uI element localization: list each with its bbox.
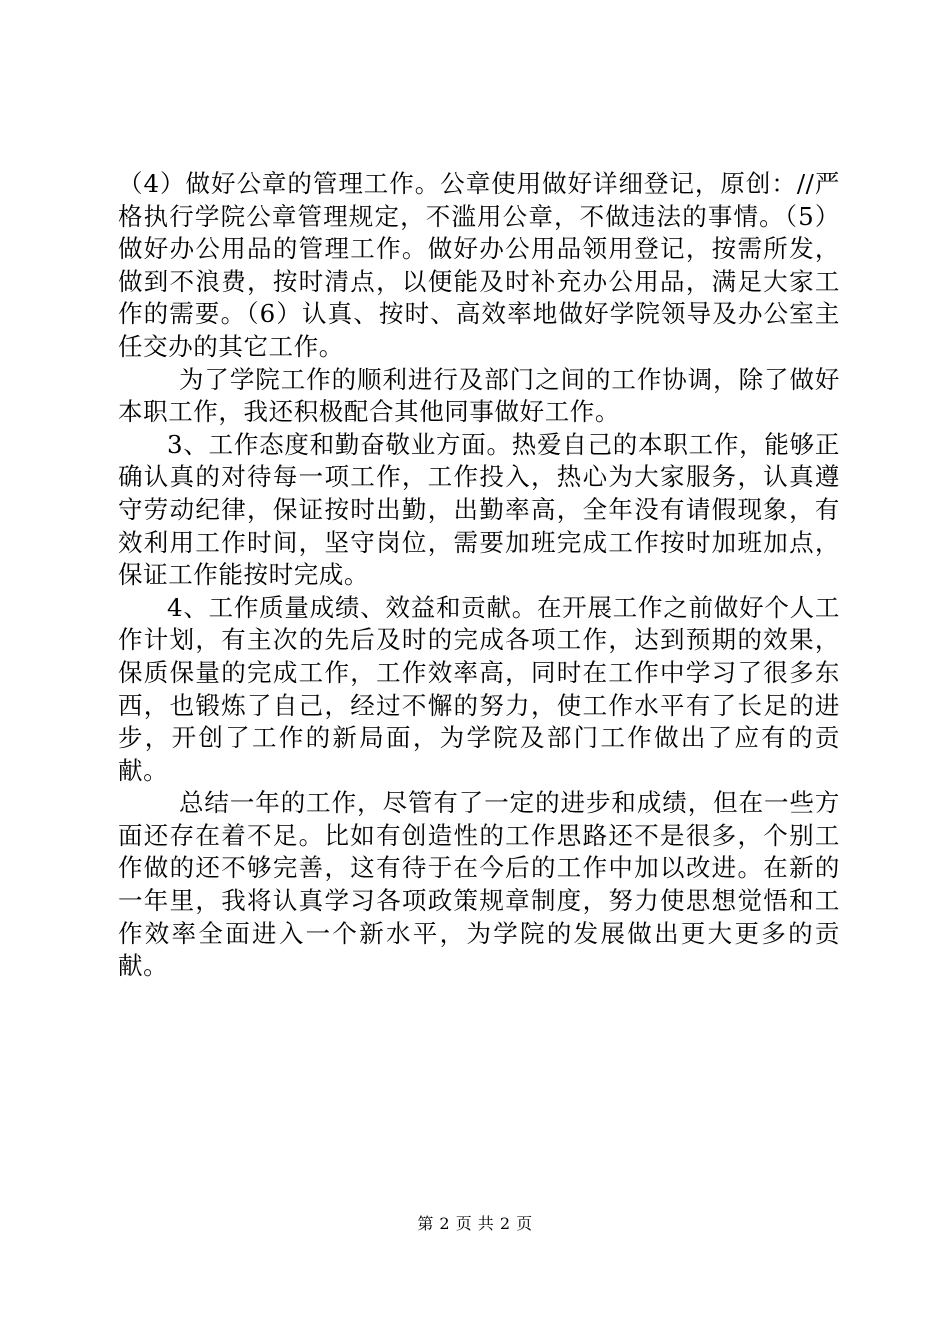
paragraph-work-attitude: 3、工作态度和勤奋敬业方面。热爱自己的本职工作，能够正确认真的对待每一项工作，工作投入，热心为大家服务，认真遵守劳动纪律，保证按时出勤，出勤率高，全年没有请假现象，有效利用工作时间，坚守岗位，需要加班完成工作按时加班加点，保证工作能按时完成。: [118, 429, 840, 590]
document-body: [118, 168, 840, 983]
paragraph-summary: 总结一年的工作，尽管有了一定的进步和成绩，但在一些方面还存在着不足。比如有创造性的工作思路还不是很多，个别工作做的还不够完善，这有待于在今后的工作中加以改进。在新的一年里，我将认真学习各项政策规章制度，努力使思想觉悟和工作效率全面进入一个新水平，为学院的发展做出更大更多的贡献。: [118, 788, 840, 981]
paragraph-duties-list: （4）做好公章的管理工作。公章使用做好详细登记，原创：//严格执行学院公章管理规定，不滥用公章，不做违法的事情。（5）做好办公用品的管理工作。做好办公用品领用登记，按需所发，做到不浪费，按时清点，以便能及时补充办公用品，满足大家工作的需要。（6）认真、按时、高效率地做好学院领导及办公室主任交办的其它工作。: [118, 169, 840, 361]
paragraph-work-quality: 4、工作质量成绩、效益和贡献。在开展工作之前做好个人工作计划，有主次的先后及时的完成各项工作，达到预期的效果，保质保量的完成工作，工作效率高，同时在工作中学习了很多东西，也锻炼了自己，经过不懈的努力，使工作水平有了长足的进步，开创了工作的新局面，为学院及部门工作做出了应有的贡献。: [118, 592, 840, 785]
page-footer: 第 2 页 共 2 页: [417, 1214, 533, 1233]
paragraph-coordination: 为了学院工作的顺利进行及部门之间的工作协调，除了做好本职工作，我还积极配合其他同事做好工作。: [118, 364, 840, 427]
